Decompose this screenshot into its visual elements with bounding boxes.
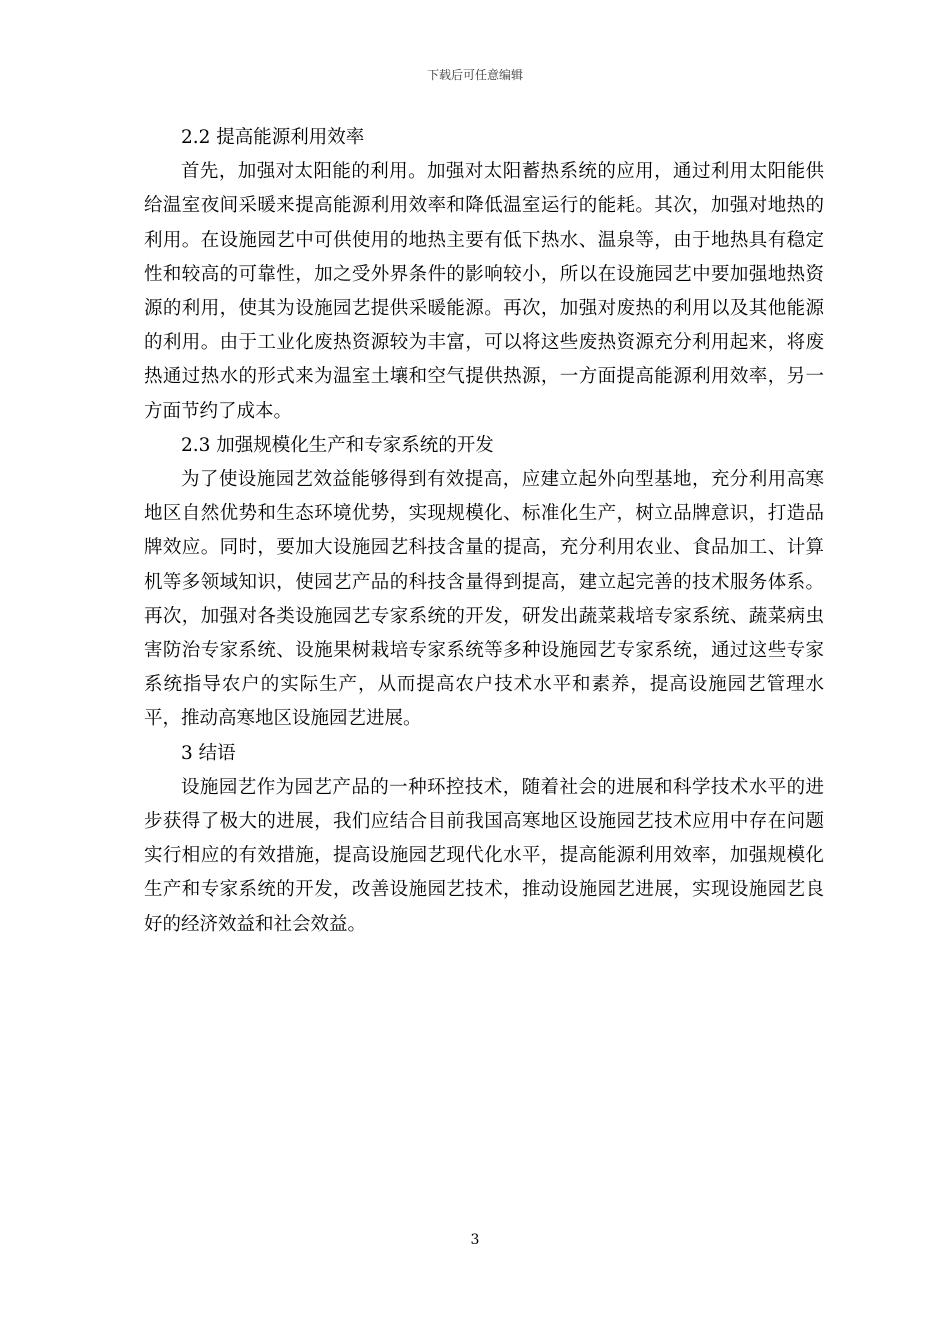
page-header: 下载后可任意编辑 (426, 68, 523, 82)
paragraph: 设施园艺作为园艺产品的一种环控技术，随着社会的进展和科学技术水平的进步获得了极大的进展，我们应结合目前我国高寒地区设施园艺技术应用中存在问题实行相应的有效措施，提高设施园艺现代化水平，提高能源利用效率，加强规模化生产和专家系统的开发，改善设施园艺技术，推动设施园艺进展，实现设施园艺良好的经济效益和社会效益。 (144, 776, 824, 935)
section-heading: 2.3 加强规模化生产和专家系统的开发 (181, 434, 494, 456)
section-heading: 2.2 提高能源利用效率 (181, 127, 365, 148)
paragraph: 首先，加强对太阳能的利用。加强对太阳蓄热系统的应用，通过利用太阳能供给温室夜间采暖来提高能源利用效率和降低温室运行的能耗。其次，加强对地热的利用。在设施园艺中可供使用的地热主要有低下热水、温泉等，由于地热具有稳定性和较高的可靠性，加之受外界条件的影响较小，所以在设施园艺中要加强地热资源的利用，使其为设施园艺提供采暖能源。再次，加强对废热的利用以及其他能源的利用。由于工业化废热资源较为丰富，可以将这些废热资源充分利用起来，将废热通过热水的形式来为温室土壤和空气提供热源，一方面提高能源利用效率，另一方面节约了成本。 (144, 161, 824, 422)
document-body (144, 121, 824, 942)
section-heading: 3 结语 (181, 742, 236, 764)
page-number: 3 (470, 1232, 480, 1248)
paragraph: 为了使设施园艺效益能够得到有效提高，应建立起外向型基地，充分利用高寒地区自然优势和生态环境优势，实现规模化、标准化生产，树立品牌意识，打造品牌效应。同时，要加大设施园艺科技含量的提高，充分利用农业、食品加工、计算机等多领域知识，使园艺产品的科技含量得到提高，建立起完善的技术服务体系。再次，加强对各类设施园艺专家系统的开发，研发出蔬菜栽培专家系统、蔬菜病虫害防治专家系统、设施果树栽培专家系统等多种设施园艺专家系统，通过这些专家系统指导农户的实际生产，从而提高农户技术水平和素养，提高设施园艺管理水平，推动高寒地区设施园艺进展。 (144, 469, 824, 730)
